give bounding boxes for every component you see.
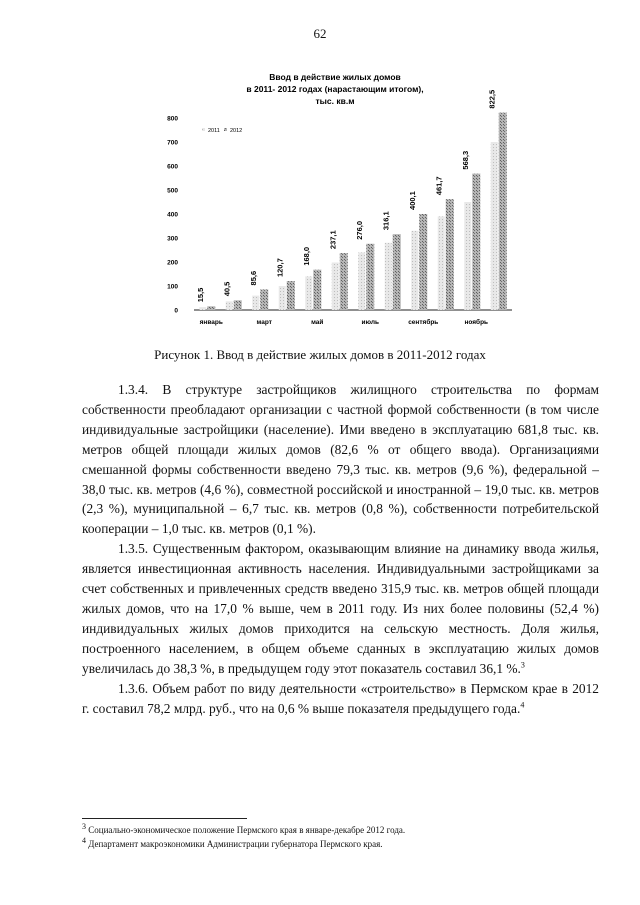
y-tick-label: 200 xyxy=(167,259,178,267)
body-text xyxy=(82,380,599,718)
x-tick-label-сентябрь: сентябрь xyxy=(408,319,439,326)
bar-2011-июнь xyxy=(332,262,339,310)
paragraph-1-3-6 xyxy=(82,679,599,719)
data-label-2012-март: 85,6 xyxy=(249,270,259,286)
legend-label-2011: 2011 xyxy=(208,128,220,134)
bar-2011-июль xyxy=(358,252,365,310)
x-tick-label-январь: январь xyxy=(199,319,223,326)
chart-title-line-2: в 2011- 2012 годах (нарастающим итогом), xyxy=(246,84,424,94)
legend-swatch-2011 xyxy=(202,128,205,131)
chart xyxy=(150,68,530,338)
bar-2011-февраль xyxy=(226,301,233,310)
chart-svg xyxy=(150,68,530,338)
bar-2011-октябрь xyxy=(438,216,445,310)
bar-2012-май xyxy=(313,270,321,310)
paragraph-1-3-4 xyxy=(82,380,599,539)
bar-2011-сентябрь xyxy=(411,231,418,310)
y-tick-label: 0 xyxy=(174,307,178,315)
bar-2012-апрель xyxy=(287,281,295,310)
footnote-ref-3: 3 xyxy=(520,660,525,670)
data-label-2012-ноябрь: 568,3 xyxy=(461,150,471,170)
bar-2011-декабрь xyxy=(491,142,498,310)
bar-2011-август xyxy=(385,243,392,310)
paragraph-text: 1.3.6. Объем работ по виду деятельности «строительство» в Пермском крае в 2012 г. составил 78,2 млрд. руб., что на 0,6 % выше показателя предыдущего года. xyxy=(82,680,599,716)
bar-2011-март xyxy=(252,296,259,310)
x-tick-label-май: май xyxy=(311,319,324,326)
chart-title-line-3: тыс. кв.м xyxy=(315,96,355,106)
bar-2012-январь xyxy=(207,306,215,310)
legend-swatch-2012 xyxy=(224,128,227,131)
data-label-2012-август: 316,1 xyxy=(381,211,391,231)
legend-label-2012: 2012 xyxy=(230,128,243,134)
data-label-2012-май: 168,0 xyxy=(302,246,312,266)
y-tick-label: 700 xyxy=(167,139,178,147)
page-number: 62 xyxy=(313,26,327,41)
y-tick-label: 500 xyxy=(167,187,178,195)
bar-2012-декабрь xyxy=(499,113,507,310)
footnote-separator xyxy=(82,818,247,819)
data-label-2012-июнь: 237,1 xyxy=(328,230,338,250)
footnote-text: Департамент макроэкономики Администрации губернатора Пермского края. xyxy=(88,839,383,849)
footnote-mark: 4 xyxy=(82,836,86,845)
x-tick-label-июль: июль xyxy=(361,319,380,326)
data-label-2012-апрель: 120,7 xyxy=(275,258,285,278)
data-label-2012-январь: 15,5 xyxy=(196,287,206,303)
bar-2011-ноябрь xyxy=(464,202,471,310)
data-label-2012-февраль: 40,5 xyxy=(222,281,232,297)
bar-2012-февраль xyxy=(234,300,242,310)
footnote-3 xyxy=(82,823,602,837)
paragraph-text: 1.3.4. В структуре застройщиков жилищного строительства по формам собственности преобладают организации с частной формой собственности (в том числе индивидуальные застройщики (население). Ими введено в эксплуатацию 681,8 тыс. кв. метров общей площади жилых домов (82,6 % от общего ввода). Организациями смешанной формы собственности введено 79,3 тыс. кв. метров (9,6 %), федеральной – 38,0 тыс. кв. метров (4,6 %), совместной российской и иностранной – 19,0 тыс. кв. метров (2,3 %), муниципальной – 6,7 тыс. кв. метров (0,8 %), собственности потребительской кооперации – 1,0 тыс. кв. метров (0,1 %). xyxy=(82,382,599,537)
bar-2012-март xyxy=(260,289,268,310)
bar-2012-август xyxy=(393,234,401,310)
bar-2011-апрель xyxy=(279,286,286,310)
chart-title-line-1: Ввод в действие жилых домов xyxy=(269,72,401,82)
chart-legend xyxy=(202,128,242,134)
y-tick-label: 100 xyxy=(167,283,178,291)
data-label-2012-декабрь: 822,5 xyxy=(487,89,497,109)
footnote-text: Социально-экономическое положение Пермского края в январе-декабре 2012 года. xyxy=(88,825,406,835)
x-tick-label-март: март xyxy=(256,319,272,326)
paragraph-1-3-5 xyxy=(82,539,599,678)
bar-2012-сентябрь xyxy=(419,214,427,310)
y-tick-label: 400 xyxy=(167,211,178,219)
paragraph-text: 1.3.5. Существенным фактором, оказывающим влияние на динамику ввода жилья, является инвестиционная активность населения. Индивидуальными застройщиками за счет собственных и привлеченных средств введено 315,9 тыс. кв. метров общей площади жилых домов, что на 17,0 % выше, чем в 2011 году. Из них более половины (52,4 %) индивидуальных жилых домов приходится на сельскую местность. Доля жилья, построенного населением, в общем объеме сданных в эксплуатацию жилых домов увеличилась до 38,3 %, в предыдущем году этот показатель составил 36,1 %. xyxy=(82,541,599,676)
footnotes xyxy=(82,823,602,851)
y-tick-label: 800 xyxy=(167,115,178,123)
bar-2012-ноябрь xyxy=(472,174,480,310)
data-label-2012-октябрь: 461,7 xyxy=(434,176,444,196)
bar-2012-июль xyxy=(366,244,374,310)
bar-2011-май xyxy=(305,276,312,310)
bar-2012-июнь xyxy=(340,253,348,310)
footnote-mark: 3 xyxy=(82,822,86,831)
footnote-4 xyxy=(82,837,602,851)
bar-2012-октябрь xyxy=(446,199,454,310)
data-label-2012-июль: 276,0 xyxy=(355,220,365,240)
data-label-2012-сентябрь: 400,1 xyxy=(408,191,418,210)
y-tick-label: 600 xyxy=(167,163,178,171)
footnote-ref-4: 4 xyxy=(520,700,525,710)
figure-caption: Рисунок 1. Ввод в действие жилых домов в 2011-2012 годах xyxy=(154,347,486,362)
x-tick-label-ноябрь: ноябрь xyxy=(464,319,489,326)
bar-2011-январь xyxy=(199,307,206,310)
y-tick-label: 300 xyxy=(167,235,178,243)
